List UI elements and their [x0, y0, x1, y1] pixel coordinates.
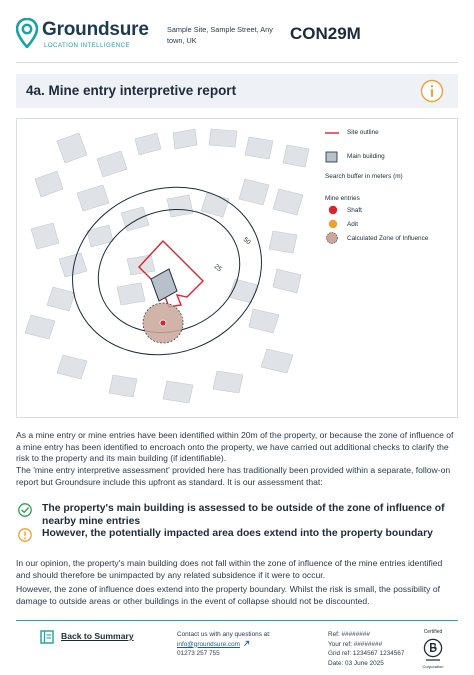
- back-to-summary-link[interactable]: Back to Summary: [61, 631, 134, 641]
- check-circle-icon: [18, 503, 32, 517]
- location-pin-icon: [16, 18, 38, 48]
- section-title-bar: [16, 74, 458, 108]
- ref-line: Ref: ########: [328, 631, 370, 638]
- orange-dot-icon: [328, 219, 340, 231]
- contact-block: [177, 630, 271, 659]
- intro-paragraph: As a mine entry or mine entries have been identified within 20m of the property, or because the zone of influence of a mine entry has been identified to encroach onto the property, we have carried out additional checks to clarify the risk to the property and its main building (if identifiable).: [16, 430, 454, 464]
- your-ref-line: Your ref: ########: [328, 640, 383, 648]
- result-main-building-text: The property's main building is assessed to be outside of the zone of influence of nearby mine entries: [42, 503, 445, 527]
- zone-swatch-icon: [326, 232, 340, 246]
- mine-entry-map: 50 25 Site outline Main building Search buffer in meters (m) Mine entries Shaft Adit Calculated Zone of Influence: [16, 118, 458, 418]
- grey-square-icon: [325, 151, 339, 163]
- bcorp-logo-icon: [423, 637, 443, 663]
- back-to-summary-icon[interactable]: [40, 630, 54, 644]
- reference-block: [328, 630, 404, 668]
- bcorp-badge: Certified Corporation: [422, 629, 444, 669]
- assessment-intro-paragraph: The 'mine entry interpretive assessment' provided here has traditionally been provided within a separate, follow-on report but Groundsure include this upfront as standard. It is our assessment that:: [16, 465, 451, 487]
- info-circle-icon[interactable]: [420, 79, 444, 103]
- contact-phone: 01273 257 755: [177, 650, 220, 657]
- footer-divider: [16, 620, 458, 621]
- brand-tagline: LOCATION INTELLIGENCE: [44, 42, 130, 49]
- brand-name: Groundsure: [42, 19, 149, 40]
- page-header: [0, 0, 474, 62]
- contact-heading: Contact us with any questions at:: [177, 631, 271, 638]
- groundsure-logo: [16, 18, 156, 54]
- buffer-label-25: 25: [212, 263, 223, 274]
- grid-ref-line: Grid ref: 1234567 1234567: [328, 650, 405, 657]
- risk-paragraph: However, the zone of influence does extend into the property boundary. Whilst the risk is small, the possibility of damage to outside areas or other buildings in the event of collapse should not be discounted.: [16, 584, 441, 606]
- page-title: 4a. Mine entry interpretive report: [26, 83, 237, 98]
- buffer-label-50: 50: [241, 236, 252, 247]
- warning-circle-icon: [18, 528, 32, 542]
- result-property-boundary-text: However, the potentially impacted area does extend into the property boundary: [42, 528, 433, 539]
- external-link-icon[interactable]: [243, 640, 250, 647]
- date-line: Date: 03 June 2025: [328, 659, 384, 667]
- report-reference: CON29M: [290, 24, 361, 43]
- header-divider: [16, 62, 458, 63]
- red-line-icon: [325, 129, 341, 137]
- red-dot-icon: [328, 205, 340, 217]
- shaft-marker: [160, 320, 166, 326]
- opinion-paragraph: In our opinion, the property's main building does not fall within the zone of influence of the mine entries identified and should therefore be unimpacted by any related subsidence if it were to occur.: [16, 558, 443, 580]
- contact-email-link[interactable]: info@groundsure.com: [177, 640, 240, 648]
- site-address: Sample Site, Sample Street, Any town, UK: [167, 25, 273, 45]
- map-canvas: [17, 119, 458, 418]
